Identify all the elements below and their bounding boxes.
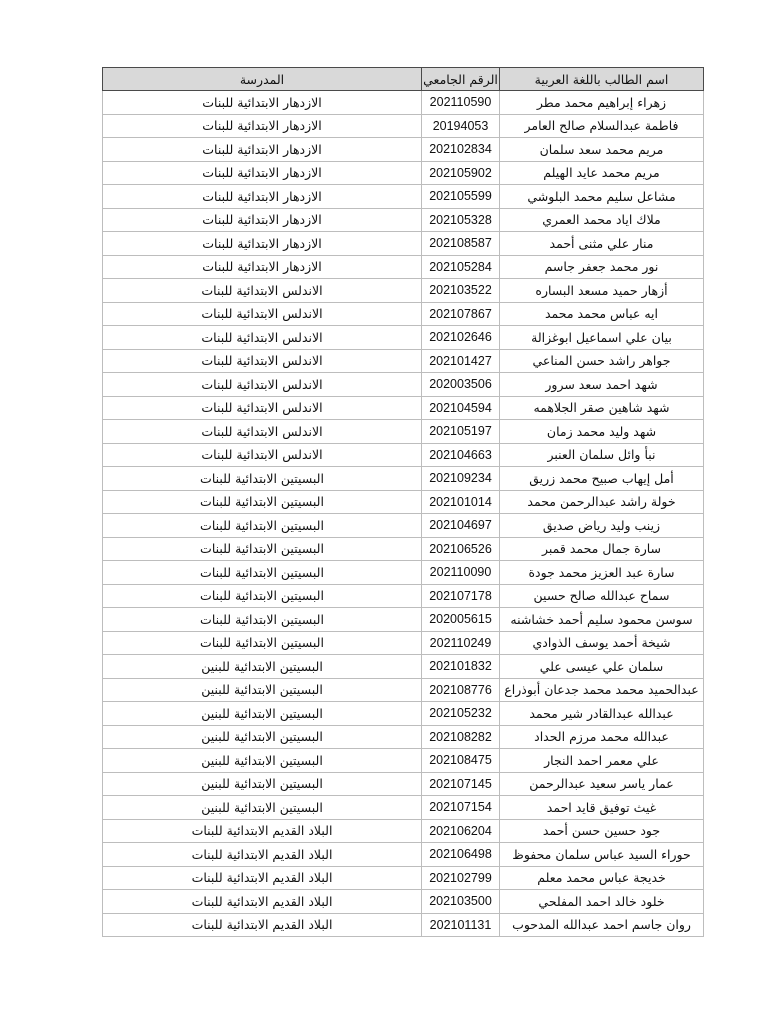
school-name-cell: البسيتين الابتدائية للبنات	[103, 584, 422, 608]
school-name-cell: الاندلس الابتدائية للبنات	[103, 396, 422, 420]
school-name-cell: البسيتين الابتدائية للبنين	[103, 796, 422, 820]
school-name-cell: البسيتين الابتدائية للبنين	[103, 678, 422, 702]
table-header	[103, 68, 704, 91]
school-name-cell: الاندلس الابتدائية للبنات	[103, 326, 422, 350]
table-row	[103, 608, 704, 632]
table-row	[103, 349, 704, 373]
student-name-cell: بيان علي اسماعيل ابوغزالة	[500, 326, 704, 350]
student-name-cell: سوسن محمود سليم أحمد خشاشنه	[500, 608, 704, 632]
student-name-cell: فاطمة عبدالسلام صالح العامر	[500, 114, 704, 138]
university-id-cell: 202003506	[422, 373, 500, 397]
student-name-cell: ملاك اياد محمد العمري	[500, 208, 704, 232]
table-row	[103, 631, 704, 655]
student-name-cell: شيخة أحمد يوسف الذوادي	[500, 631, 704, 655]
table-body	[103, 91, 704, 937]
university-id-cell: 202109234	[422, 467, 500, 491]
table-row	[103, 678, 704, 702]
student-name-cell: مشاعل سليم محمد البلوشي	[500, 185, 704, 209]
university-id-cell: 202108776	[422, 678, 500, 702]
university-id-cell: 202101131	[422, 913, 500, 937]
student-name-cell: عبدالله محمد مرزم الحداد	[500, 725, 704, 749]
student-name-cell: أمل إيهاب صبيح محمد زريق	[500, 467, 704, 491]
university-id-cell: 202102799	[422, 866, 500, 890]
table-row	[103, 114, 704, 138]
university-id-cell: 202110590	[422, 91, 500, 115]
table-row	[103, 584, 704, 608]
student-name-cell: خلود خالد احمد المفلحي	[500, 890, 704, 914]
table-row	[103, 819, 704, 843]
table-row	[103, 796, 704, 820]
university-id-cell: 202104594	[422, 396, 500, 420]
university-id-cell: 202107145	[422, 772, 500, 796]
table-row	[103, 843, 704, 867]
school-name-cell: البسيتين الابتدائية للبنات	[103, 561, 422, 585]
school-name-cell: البسيتين الابتدائية للبنين	[103, 655, 422, 679]
school-name-cell: الاندلس الابتدائية للبنات	[103, 349, 422, 373]
student-name-cell: سارة جمال محمد قمبر	[500, 537, 704, 561]
table-row	[103, 913, 704, 937]
table-row	[103, 749, 704, 773]
university-id-cell: 202101427	[422, 349, 500, 373]
table-row	[103, 702, 704, 726]
table-row	[103, 514, 704, 538]
student-table	[102, 67, 704, 937]
table-row	[103, 161, 704, 185]
university-id-cell: 202107154	[422, 796, 500, 820]
school-name-cell: الازدهار الابتدائية للبنات	[103, 114, 422, 138]
student-name-cell: غيث توفيق قايد احمد	[500, 796, 704, 820]
column-header-student-name: اسم الطالب باللغة العربية	[500, 68, 704, 91]
university-id-cell: 202106204	[422, 819, 500, 843]
school-name-cell: الازدهار الابتدائية للبنات	[103, 91, 422, 115]
university-id-cell: 202103522	[422, 279, 500, 303]
student-name-cell: شهد شاهين صقر الجلاهمه	[500, 396, 704, 420]
school-name-cell: البسيتين الابتدائية للبنات	[103, 537, 422, 561]
university-id-cell: 202107178	[422, 584, 500, 608]
student-name-cell: أزهار حميد مسعد البساره	[500, 279, 704, 303]
table-row	[103, 326, 704, 350]
university-id-cell: 20194053	[422, 114, 500, 138]
university-id-cell: 202101832	[422, 655, 500, 679]
table-row	[103, 420, 704, 444]
table-row	[103, 208, 704, 232]
school-name-cell: الازدهار الابتدائية للبنات	[103, 161, 422, 185]
university-id-cell: 202104697	[422, 514, 500, 538]
school-name-cell: الازدهار الابتدائية للبنات	[103, 232, 422, 256]
school-name-cell: البسيتين الابتدائية للبنين	[103, 725, 422, 749]
university-id-cell: 202101014	[422, 490, 500, 514]
school-name-cell: الاندلس الابتدائية للبنات	[103, 443, 422, 467]
column-header-school: المدرسة	[103, 68, 422, 91]
table-row	[103, 255, 704, 279]
student-name-cell: سلمان علي عيسى علي	[500, 655, 704, 679]
school-name-cell: البسيتين الابتدائية للبنين	[103, 772, 422, 796]
university-id-cell: 202103500	[422, 890, 500, 914]
university-id-cell: 202107867	[422, 302, 500, 326]
student-name-cell: علي معمر احمد النجار	[500, 749, 704, 773]
table-row	[103, 396, 704, 420]
university-id-cell: 202005615	[422, 608, 500, 632]
table-row	[103, 725, 704, 749]
student-name-cell: سارة عبد العزيز محمد جودة	[500, 561, 704, 585]
university-id-cell: 202106498	[422, 843, 500, 867]
school-name-cell: البلاد القديم الابتدائية للبنات	[103, 866, 422, 890]
student-name-cell: مريم محمد عايد الهيلم	[500, 161, 704, 185]
university-id-cell: 202105197	[422, 420, 500, 444]
school-name-cell: البسيتين الابتدائية للبنات	[103, 631, 422, 655]
university-id-cell: 202102646	[422, 326, 500, 350]
table-row	[103, 655, 704, 679]
table-row	[103, 490, 704, 514]
column-header-university-id: الرقم الجامعي	[422, 68, 500, 91]
student-name-cell: جود حسين حسن أحمد	[500, 819, 704, 843]
school-name-cell: الاندلس الابتدائية للبنات	[103, 420, 422, 444]
student-name-cell: نور محمد جعفر جاسم	[500, 255, 704, 279]
table-row	[103, 890, 704, 914]
university-id-cell: 202106526	[422, 537, 500, 561]
university-id-cell: 202105328	[422, 208, 500, 232]
student-name-cell: منار علي مثنى أحمد	[500, 232, 704, 256]
school-name-cell: البلاد القديم الابتدائية للبنات	[103, 843, 422, 867]
student-name-cell: خولة راشد عبدالرحمن محمد	[500, 490, 704, 514]
table-row	[103, 467, 704, 491]
student-name-cell: زينب وليد رياض صديق	[500, 514, 704, 538]
university-id-cell: 202110090	[422, 561, 500, 585]
student-name-cell: زهراء إبراهيم محمد مطر	[500, 91, 704, 115]
school-name-cell: البسيتين الابتدائية للبنين	[103, 749, 422, 773]
student-name-cell: خديجة عباس محمد معلم	[500, 866, 704, 890]
student-name-cell: حوراء السيد عباس سلمان محفوظ	[500, 843, 704, 867]
table-row	[103, 866, 704, 890]
student-name-cell: نبأ وائل سلمان العنبر	[500, 443, 704, 467]
table-row	[103, 537, 704, 561]
student-name-cell: مريم محمد سعد سلمان	[500, 138, 704, 162]
student-name-cell: عبدالحميد محمد محمد جدعان أبوذراع	[500, 678, 704, 702]
school-name-cell: البلاد القديم الابتدائية للبنات	[103, 819, 422, 843]
school-name-cell: البلاد القديم الابتدائية للبنات	[103, 890, 422, 914]
table-row	[103, 772, 704, 796]
table-row	[103, 91, 704, 115]
school-name-cell: الاندلس الابتدائية للبنات	[103, 279, 422, 303]
student-name-cell: شهد وليد محمد زمان	[500, 420, 704, 444]
table-row	[103, 302, 704, 326]
header-row	[103, 68, 704, 91]
university-id-cell: 202105902	[422, 161, 500, 185]
school-name-cell: البلاد القديم الابتدائية للبنات	[103, 913, 422, 937]
university-id-cell: 202108587	[422, 232, 500, 256]
student-name-cell: سماح عبدالله صالح حسين	[500, 584, 704, 608]
university-id-cell: 202105599	[422, 185, 500, 209]
university-id-cell: 202110249	[422, 631, 500, 655]
university-id-cell: 202102834	[422, 138, 500, 162]
school-name-cell: الاندلس الابتدائية للبنات	[103, 373, 422, 397]
table-row	[103, 443, 704, 467]
school-name-cell: البسيتين الابتدائية للبنات	[103, 490, 422, 514]
table-row	[103, 185, 704, 209]
student-name-cell: روان جاسم احمد عبدالله المدحوب	[500, 913, 704, 937]
table-row	[103, 232, 704, 256]
university-id-cell: 202108475	[422, 749, 500, 773]
school-name-cell: الاندلس الابتدائية للبنات	[103, 302, 422, 326]
school-name-cell: الازدهار الابتدائية للبنات	[103, 138, 422, 162]
table-row	[103, 373, 704, 397]
university-id-cell: 202105232	[422, 702, 500, 726]
university-id-cell: 202108282	[422, 725, 500, 749]
student-list-sheet	[102, 67, 703, 937]
university-id-cell: 202105284	[422, 255, 500, 279]
table-row	[103, 279, 704, 303]
student-name-cell: عبدالله عبدالقادر شير محمد	[500, 702, 704, 726]
student-name-cell: جواهر راشد حسن المناعي	[500, 349, 704, 373]
school-name-cell: البسيتين الابتدائية للبنات	[103, 467, 422, 491]
school-name-cell: البسيتين الابتدائية للبنين	[103, 702, 422, 726]
school-name-cell: الازدهار الابتدائية للبنات	[103, 208, 422, 232]
student-name-cell: شهد احمد سعد سرور	[500, 373, 704, 397]
school-name-cell: البسيتين الابتدائية للبنات	[103, 608, 422, 632]
table-row	[103, 138, 704, 162]
table-row	[103, 561, 704, 585]
student-name-cell: عمار ياسر سعيد عبدالرحمن	[500, 772, 704, 796]
university-id-cell: 202104663	[422, 443, 500, 467]
school-name-cell: البسيتين الابتدائية للبنات	[103, 514, 422, 538]
school-name-cell: الازدهار الابتدائية للبنات	[103, 255, 422, 279]
student-name-cell: ايه عباس محمد محمد	[500, 302, 704, 326]
school-name-cell: الازدهار الابتدائية للبنات	[103, 185, 422, 209]
